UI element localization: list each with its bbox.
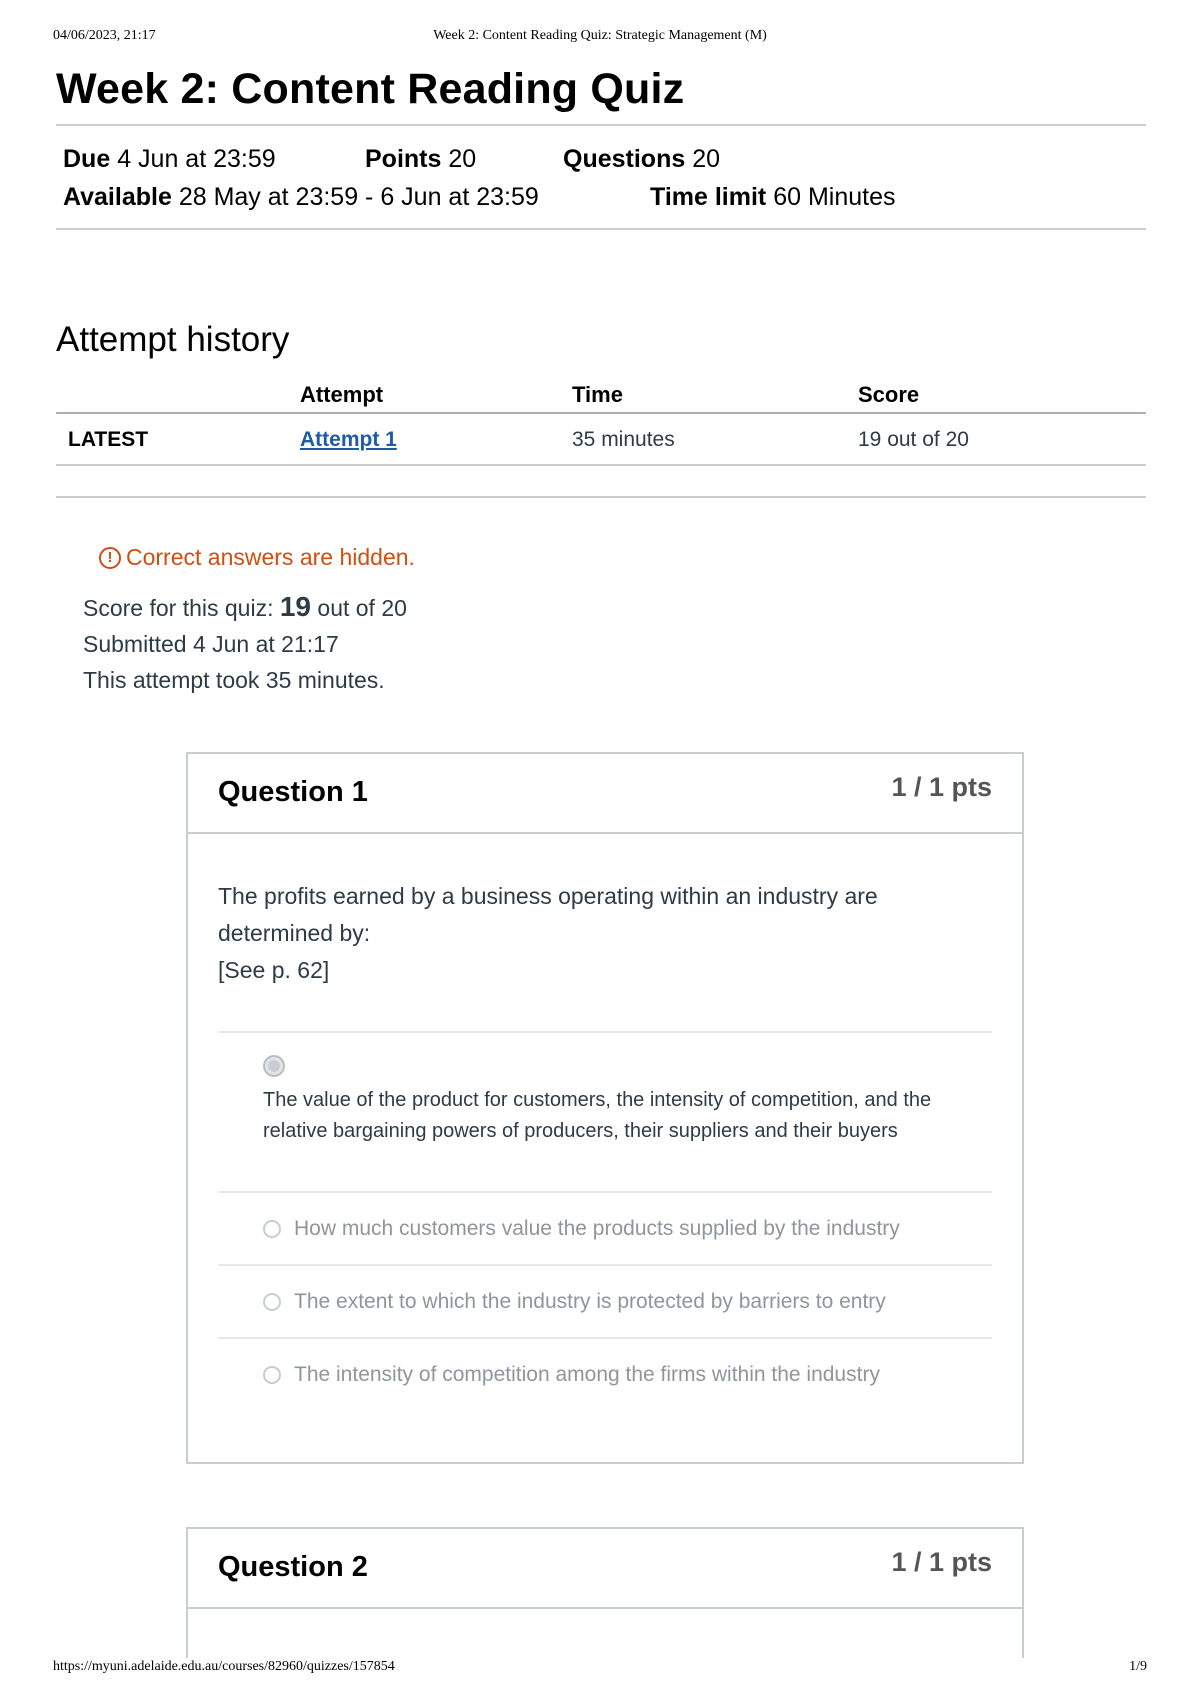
print-page-number: 1/9 bbox=[1129, 1659, 1147, 1674]
attempt-time: 35 minutes bbox=[572, 428, 675, 451]
print-url: https://myuni.adelaide.edu.au/courses/82960/quizzes/157854 bbox=[53, 1659, 395, 1674]
print-datetime: 04/06/2023, 21:17 bbox=[53, 28, 156, 43]
available-info: Available 28 May at 23:59 - 6 Jun at 23:59 bbox=[63, 183, 539, 211]
attempt-duration: This attempt took 35 minutes. bbox=[83, 667, 385, 693]
column-header-tag bbox=[56, 376, 300, 413]
answer-option-3[interactable] bbox=[218, 1264, 992, 1337]
table-header-row bbox=[56, 376, 1146, 413]
column-header-score: Score bbox=[858, 382, 920, 407]
answer-list bbox=[218, 1031, 992, 1410]
question-points: 1 / 1 pts bbox=[891, 772, 992, 802]
attempt-1-link[interactable]: Attempt 1 bbox=[300, 428, 397, 451]
question-reference: [See p. 62] bbox=[218, 957, 330, 983]
column-header-time: Time bbox=[572, 382, 623, 407]
table-row bbox=[56, 413, 1146, 465]
quiz-meta bbox=[56, 126, 1146, 228]
quiz-summary bbox=[83, 589, 1146, 698]
questions-info: Questions 20 bbox=[563, 145, 721, 173]
answer-text: The value of the product for customers, the intensity of competition, and the relative bargaining powers of producers, their suppliers and their buyers bbox=[263, 1089, 932, 1142]
points-info: Points 20 bbox=[365, 145, 477, 173]
radio-empty-icon[interactable] bbox=[263, 1293, 281, 1311]
question-title: Question 1 bbox=[218, 776, 368, 808]
answer-text: How much customers value the products supplied by the industry bbox=[294, 1216, 900, 1240]
radio-empty-icon[interactable] bbox=[263, 1366, 281, 1384]
answer-option-4[interactable] bbox=[218, 1337, 992, 1410]
print-doc-title: Week 2: Content Reading Quiz: Strategic Management (M) bbox=[433, 28, 767, 43]
attempt-cell bbox=[300, 413, 572, 465]
attempt-history-title: Attempt history bbox=[56, 320, 290, 359]
warning-circle-icon: ! bbox=[99, 547, 121, 569]
answer-option-2[interactable] bbox=[218, 1191, 992, 1264]
quiz-score: Score for this quiz: 19 out of 20 bbox=[83, 591, 407, 622]
score-value: 19 bbox=[279, 591, 312, 622]
question-points: 1 / 1 pts bbox=[891, 1547, 992, 1577]
answer-text: The intensity of competition among the firms within the industry bbox=[294, 1362, 880, 1386]
attempt-history-table bbox=[56, 376, 1146, 466]
radio-selected-icon[interactable] bbox=[263, 1055, 285, 1077]
divider bbox=[56, 496, 1146, 498]
quiz-content bbox=[56, 60, 1146, 698]
answer-option-1[interactable] bbox=[218, 1031, 992, 1191]
question-title: Question 2 bbox=[218, 1551, 368, 1583]
print-footer bbox=[53, 1659, 1147, 1679]
divider bbox=[56, 228, 1146, 230]
print-header bbox=[53, 28, 1147, 48]
correct-answers-hidden-notice bbox=[99, 544, 1146, 571]
question-card-2 bbox=[186, 1527, 1024, 1658]
submitted-time: Submitted 4 Jun at 21:17 bbox=[83, 631, 339, 657]
notice-text: Correct answers are hidden. bbox=[126, 544, 415, 570]
answer-text: The extent to which the industry is protected by barriers to entry bbox=[294, 1289, 886, 1313]
question-header bbox=[188, 1529, 1022, 1609]
page-title: Week 2: Content Reading Quiz bbox=[56, 65, 685, 113]
question-body bbox=[188, 834, 1022, 1410]
time-limit-info: Time limit 60 Minutes bbox=[650, 183, 896, 211]
attempt-score: 19 out of 20 bbox=[858, 428, 969, 451]
column-header-attempt: Attempt bbox=[300, 382, 384, 407]
question-card-1 bbox=[186, 752, 1024, 1464]
question-text: The profits earned by a business operating within an industry are determined by: bbox=[218, 883, 878, 946]
radio-empty-icon[interactable] bbox=[263, 1220, 281, 1238]
latest-tag: LATEST bbox=[68, 428, 149, 451]
due-info: Due 4 Jun at 23:59 bbox=[63, 145, 276, 173]
question-header bbox=[188, 754, 1022, 834]
